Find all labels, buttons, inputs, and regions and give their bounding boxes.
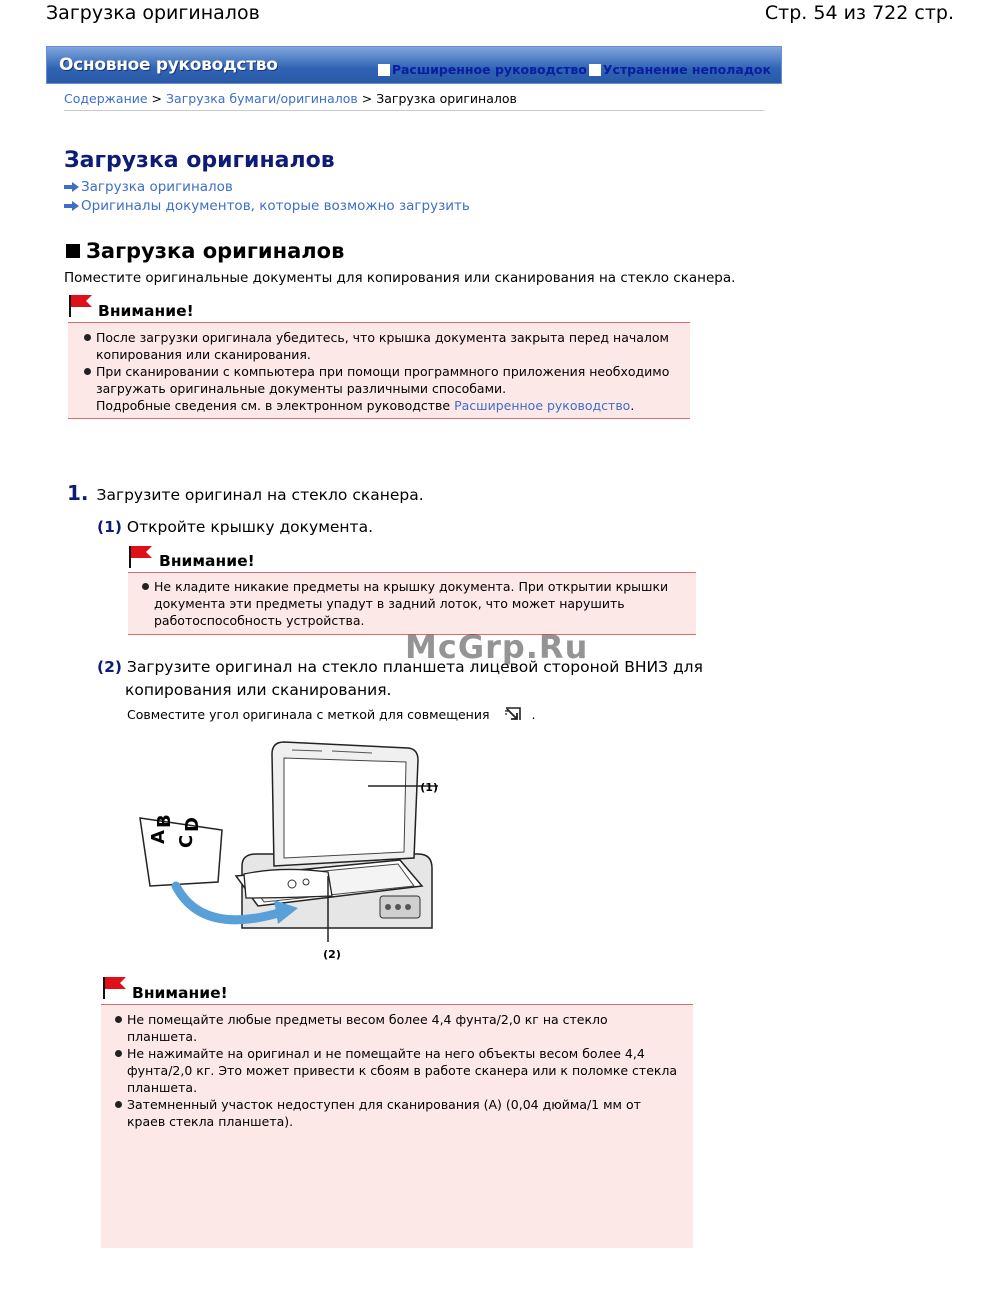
breadcrumb-current: Загрузка оригиналов: [376, 91, 517, 106]
caution-box: [66, 294, 692, 422]
breadcrumb-parent-link[interactable]: Загрузка бумаги/оригиналов: [166, 91, 358, 106]
caution-box: [126, 545, 698, 637]
paper-letter: D: [182, 817, 203, 832]
breadcrumb-separator: >: [361, 91, 373, 106]
note-text: Совместите угол оригинала с меткой для совмещения: [127, 706, 490, 722]
caution-box: [100, 976, 696, 1250]
arrow-right-icon: [64, 201, 79, 211]
square-icon: [378, 64, 390, 76]
caution-item: Не кладите никакие предметы на крышку документа. При открытии крышки документа эти предметы упадут в задний лоток, что может нарушить работоспособность устройства.: [140, 578, 684, 629]
callout-label: (1): [420, 781, 438, 794]
step-1: [67, 481, 424, 505]
breadcrumb-home-link[interactable]: Содержание: [64, 91, 148, 106]
lead-paragraph: Поместите оригинальные документы для копирования или сканирования на стекло сканера.: [64, 270, 736, 286]
caution-title: Внимание!: [98, 302, 194, 320]
square-icon: [589, 64, 601, 76]
scanner-illustration: [132, 736, 436, 964]
nav-advanced-label: Расширенное руководство: [391, 62, 587, 77]
caution-item: Затемненный участок недоступен для сканирования (A) (0,04 дюйма/1 мм от краев стекла планшета).: [113, 1096, 681, 1130]
advanced-guide-link[interactable]: Расширенное руководство: [454, 398, 631, 413]
arrow-right-icon: [64, 182, 79, 192]
paper-letter: C: [176, 834, 197, 848]
caution-title: Внимание!: [159, 552, 255, 570]
substep-text: Откройте крышку документа.: [126, 518, 374, 536]
brand-label[interactable]: Основное руководство: [59, 55, 278, 75]
callout-label: (2): [323, 948, 341, 961]
substep-1: [97, 518, 373, 536]
caution-item-continued: Подробные сведения см. в электронном руководстве Расширенное руководство.: [96, 398, 635, 413]
substep-number: (2): [97, 658, 122, 676]
nav-troubleshooting-link[interactable]: [589, 62, 771, 77]
step-number: 1.: [67, 481, 89, 505]
toc-link-label: Загрузка оригиналов: [81, 179, 233, 195]
section-title-text: Загрузка оригиналов: [86, 239, 345, 263]
substep-number: (1): [97, 518, 122, 536]
caution-title: Внимание!: [132, 984, 228, 1002]
red-flag-icon: [68, 294, 94, 318]
toc-link-label: Оригиналы документов, которые возможно загрузить: [81, 198, 470, 214]
paper-letter: B: [154, 814, 175, 828]
breadcrumb-separator: >: [151, 91, 163, 106]
alignment-mark-icon: [503, 705, 525, 723]
step-text: Загрузите оригинал на стекло сканера.: [96, 486, 424, 504]
caution-item: Не помещайте любые предметы весом более 4,4 фунта/2,0 кг на стекло планшета.: [113, 1011, 681, 1045]
breadcrumb: [64, 91, 764, 111]
nav-advanced-link[interactable]: [378, 62, 587, 77]
substep-text-line1: Загрузите оригинал на стекло планшета лицевой стороной ВНИЗ для: [126, 658, 703, 676]
square-bullet-icon: [66, 244, 80, 258]
manual-nav-bar: [46, 46, 782, 84]
substep-text-line2: копирования или сканирования.: [125, 681, 392, 699]
paper-letter: A: [148, 830, 169, 844]
page-number: Стр. 54 из 722 стр.: [764, 2, 954, 24]
toc-link-loading[interactable]: [64, 179, 233, 195]
caution-content: [128, 572, 696, 635]
caution-item: Не нажимайте на оригинал и не помещайте на него объекты весом более 4,4 фунта/2,0 кг. Это может привести к сбоям в работе сканера или к поломке стекла планшета.: [113, 1045, 681, 1096]
caution-content: [68, 322, 690, 419]
main-title: Загрузка оригиналов: [64, 148, 335, 173]
red-flag-icon: [128, 545, 154, 569]
caution-content: [101, 1004, 693, 1248]
caution-item: При сканировании с компьютера при помощи программного приложения необходимо загружать оригинальные документы различными способами.: [82, 363, 678, 397]
toc-link-originals[interactable]: [64, 198, 470, 214]
nav-links: [378, 62, 771, 77]
watermark: McGrp.Ru: [405, 628, 589, 666]
nav-troubleshooting-label: Устранение неполадок: [602, 62, 771, 77]
alignment-note: [127, 705, 535, 723]
section-title: [66, 239, 344, 263]
red-flag-icon: [102, 976, 128, 1000]
caution-item: После загрузки оригинала убедитесь, что крышка документа закрыта перед началом копирования или сканирования.: [82, 329, 678, 363]
note-end: .: [531, 706, 536, 722]
page-title: Загрузка оригиналов: [46, 2, 260, 24]
